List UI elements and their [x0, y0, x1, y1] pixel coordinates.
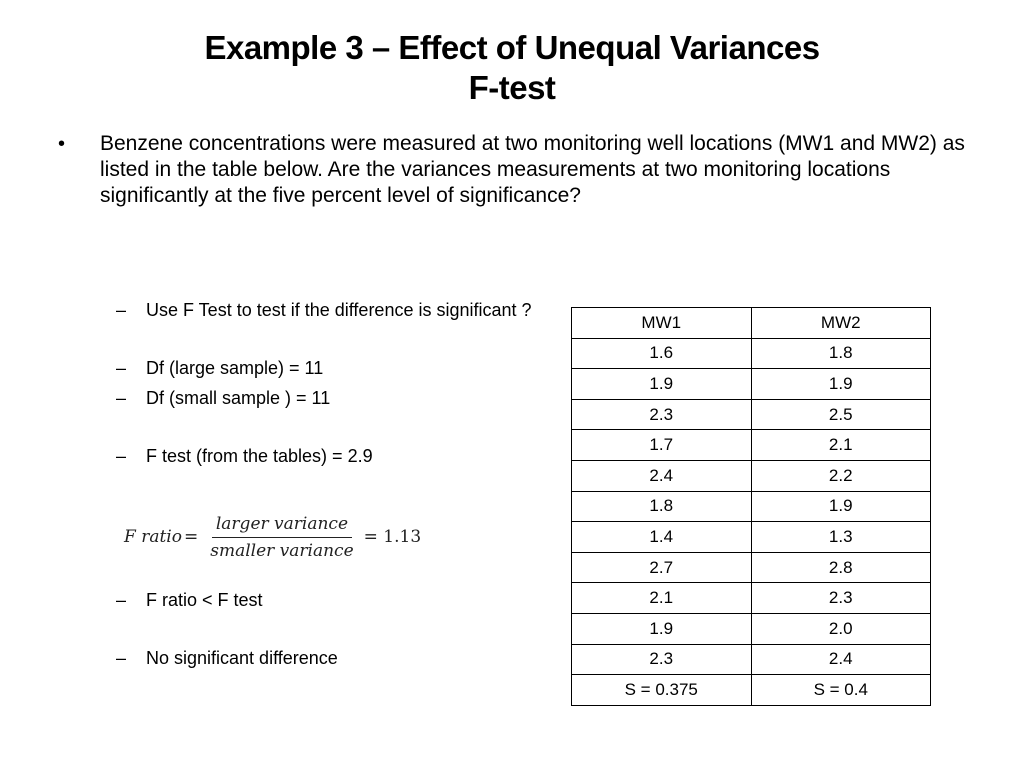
table-row [572, 583, 931, 614]
sub-item-text: F test (from the tables) = 2.9 [146, 446, 373, 466]
table-cell: 1.3 [751, 522, 931, 553]
column-header-mw1: MW1 [572, 308, 752, 339]
table-cell: 1.8 [572, 491, 752, 522]
table-cell: 2.3 [751, 583, 931, 614]
table-row [572, 338, 931, 369]
table-row [572, 460, 931, 491]
dash-marker: – [116, 388, 127, 408]
table-row [572, 613, 931, 644]
slide-title-line2: F-test [468, 69, 556, 106]
f-ratio-formula [124, 507, 421, 567]
table-cell: 2.8 [751, 552, 931, 583]
table-row [572, 430, 931, 461]
table-cell: 1.8 [751, 338, 931, 369]
table-cell: 1.4 [572, 522, 752, 553]
formula-lhs: F ratio [124, 527, 182, 547]
slide-title [0, 28, 1024, 108]
sub-item-f-ratio-lt [116, 589, 263, 611]
table-cell: 2.4 [572, 460, 752, 491]
sub-item-f-test [116, 445, 373, 467]
dash-marker: – [116, 358, 127, 378]
bullet-text: Benzene concentrations were measured at two monitoring well locations (MW1 and MW2) as listed in the table below. Are the variances measurements at two monitoring locations significantly at the five percent level of significance? [100, 132, 965, 207]
std-dev-cell: S = 0.375 [572, 675, 752, 706]
sub-item-no-sig [116, 647, 338, 669]
sub-item-use-f-test [116, 299, 532, 321]
formula-denominator: smaller variance [210, 540, 354, 561]
std-dev-cell: S = 0.4 [751, 675, 931, 706]
table-cell: 2.2 [751, 460, 931, 491]
dash-marker: – [116, 300, 127, 320]
dash-marker: – [116, 446, 127, 466]
table-cell: 2.3 [572, 644, 752, 675]
table-cell: 2.1 [751, 430, 931, 461]
table-cell: 1.6 [572, 338, 752, 369]
table-row [572, 644, 931, 675]
sub-item-text: Df (large sample) = 11 [146, 358, 324, 378]
benzene-table [571, 307, 931, 706]
sub-item-df-large [116, 357, 323, 379]
dash-marker: – [116, 648, 127, 668]
formula-numerator: larger variance [212, 514, 352, 538]
sub-item-text: Df (small sample ) = 11 [146, 388, 331, 408]
table-cell: 2.3 [572, 399, 752, 430]
sub-item-text: F ratio < F test [146, 590, 263, 610]
table-cell: 1.9 [572, 369, 752, 400]
table-cell: 2.7 [572, 552, 752, 583]
table-cell: 2.5 [751, 399, 931, 430]
dash-marker: – [116, 590, 127, 610]
table-row [572, 522, 931, 553]
table-header-row [572, 308, 931, 339]
sub-item-text: Use F Test to test if the difference is significant ? [146, 300, 532, 320]
table-row [572, 552, 931, 583]
table-cell: 2.0 [751, 613, 931, 644]
formula-equals: = [183, 527, 199, 547]
bullet-marker: • [58, 133, 66, 155]
sub-item-text: No significant difference [146, 648, 338, 668]
formula-result: = 1.13 [363, 527, 422, 547]
table-cell: 1.9 [751, 369, 931, 400]
formula-fraction [206, 514, 357, 561]
table-cell: 2.4 [751, 644, 931, 675]
table-row [572, 369, 931, 400]
column-header-mw2: MW2 [751, 308, 931, 339]
main-bullet [58, 131, 978, 209]
table-row-std-dev [572, 675, 931, 706]
table-cell: 2.1 [572, 583, 752, 614]
table-row [572, 399, 931, 430]
sub-item-df-small [116, 387, 330, 409]
table-row [572, 491, 931, 522]
table-cell: 1.7 [572, 430, 752, 461]
table-cell: 1.9 [751, 491, 931, 522]
table-cell: 1.9 [572, 613, 752, 644]
slide-title-line1: Example 3 – Effect of Unequal Variances [204, 29, 820, 66]
